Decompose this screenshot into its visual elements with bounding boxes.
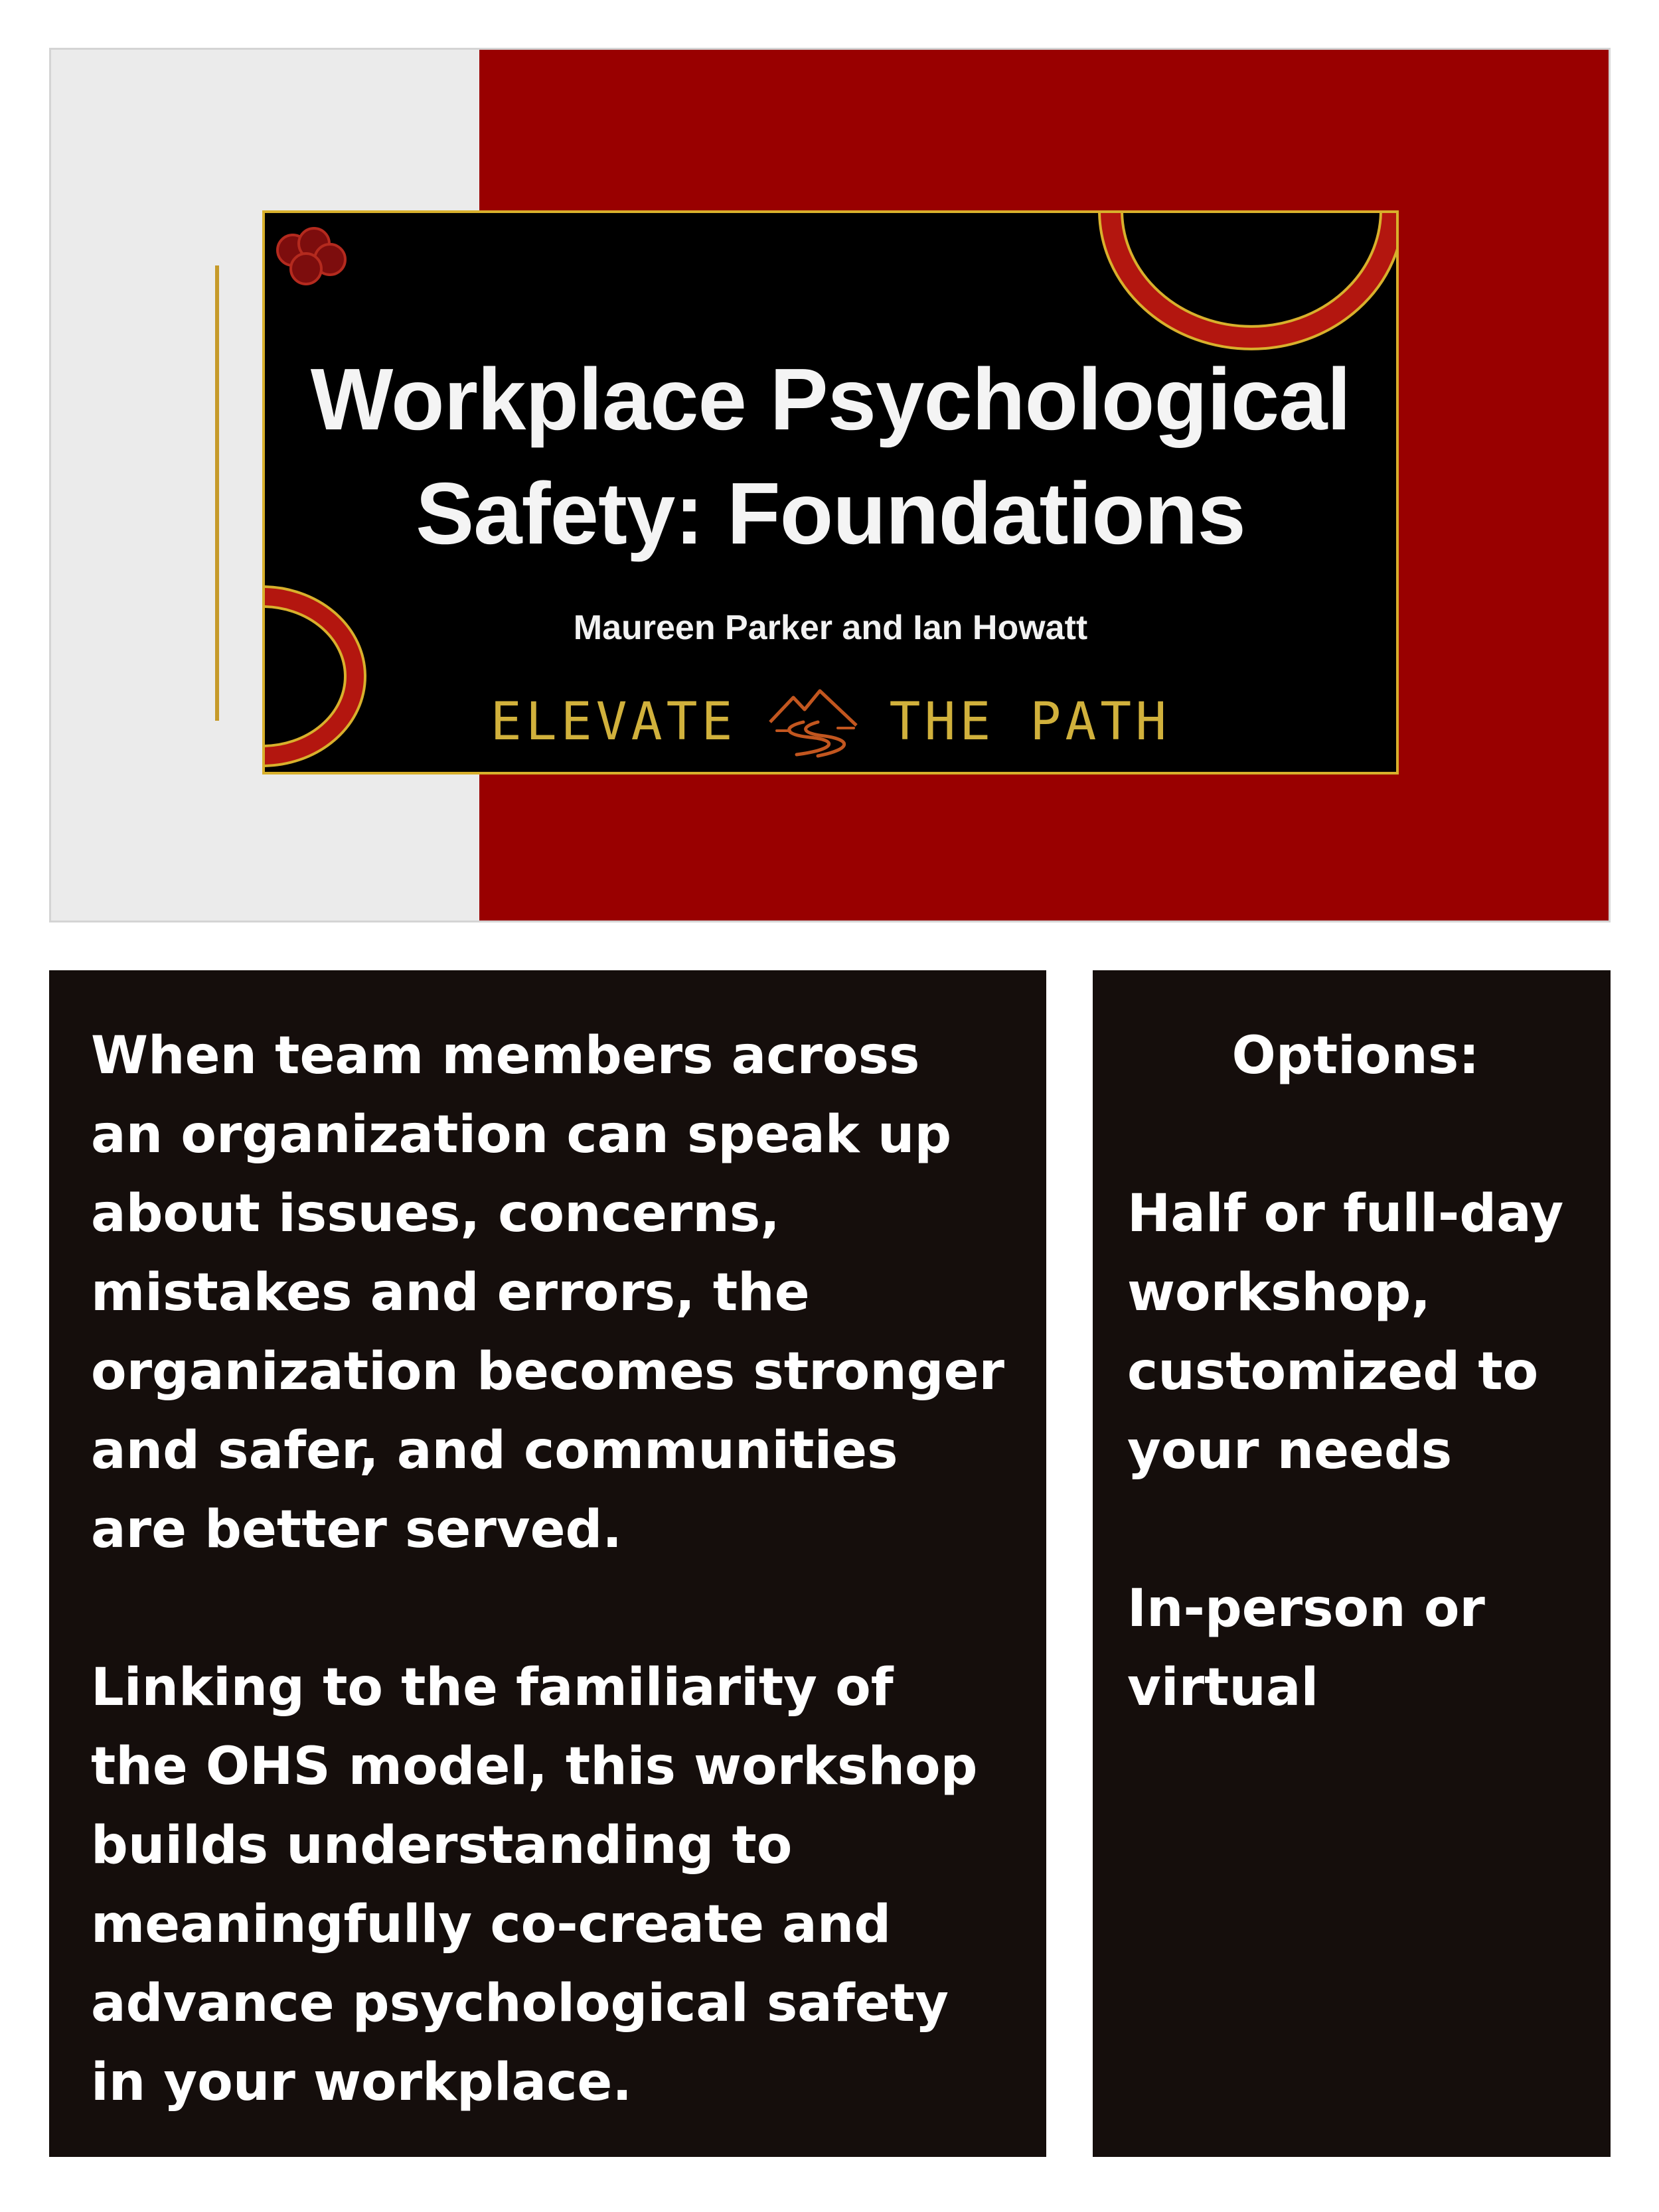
description-box [49,970,1046,2157]
options-heading: Options: [1231,1026,1480,1086]
options-spacer [1127,1491,1584,1570]
elevate-the-path-logo [265,686,1396,759]
mountain-path-icon [763,686,863,759]
title-line-2: Safety: Foundations [416,465,1245,562]
option-duration: Half or full-day workshop, customized to your needs [1127,1184,1564,1481]
hero-banner [49,48,1611,922]
title-card [262,210,1399,774]
half-ring-top-right [1111,213,1392,338]
authors-text: Maureen Parker and Ian Howatt [573,609,1088,647]
paragraph-spacer [91,1570,1006,1649]
workshop-title [265,342,1396,571]
options-spacer [1127,1096,1584,1175]
options-box [1093,970,1611,2157]
logo-word-left: ELEVATE [490,692,737,752]
description-paragraph-1: When team members across an organization can speak up about issues, concerns, mistakes and errors, the organization becomes stronger and safer, and communities are better served. [91,1026,1004,1560]
flower-cluster-icon [277,228,345,284]
title-line-1: Workplace Psychological [310,350,1351,448]
gold-accent-line [215,265,219,721]
logo-word-right: THE PATH [889,692,1171,752]
description-paragraph-2: Linking to the familiarity of the OHS model, this workshop builds understanding to meaningfully co-create and advance psychological safety in your workplace. [91,1658,978,2112]
option-format: In-person or virtual [1127,1579,1485,1718]
